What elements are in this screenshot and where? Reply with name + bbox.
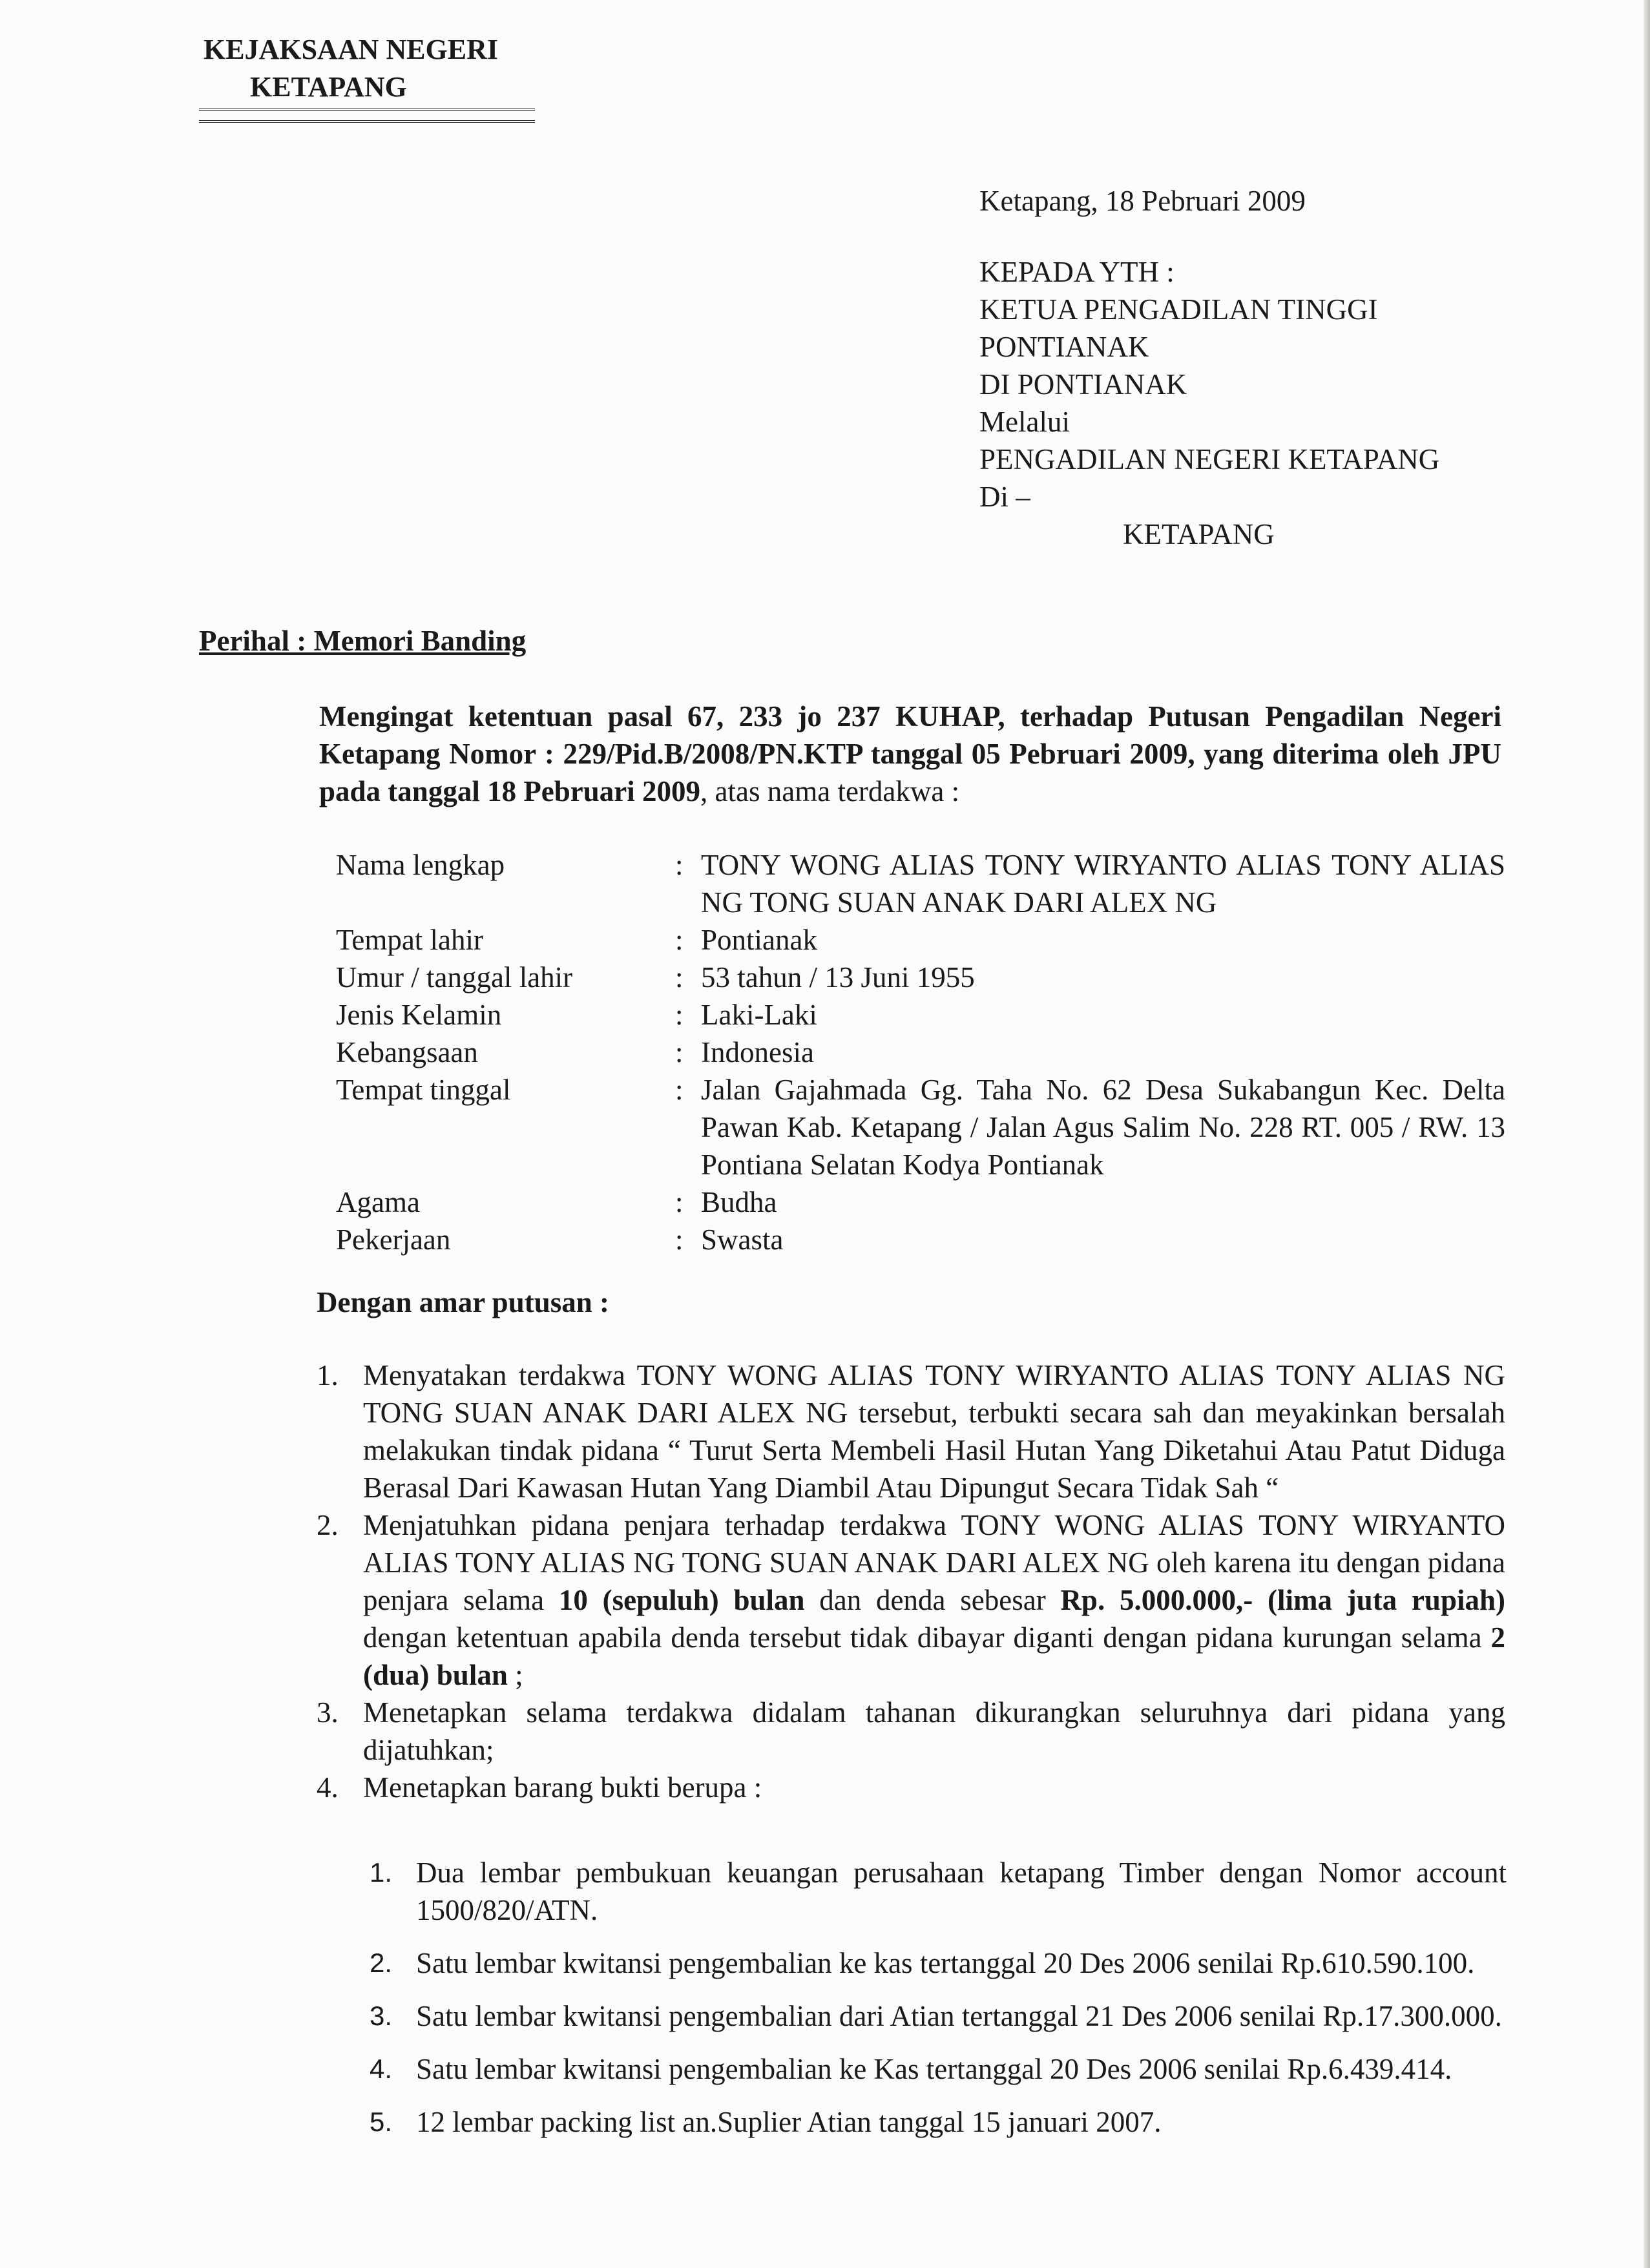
institution-line-2: KETAPANG	[250, 71, 407, 103]
identity-value: Indonesia	[701, 1036, 814, 1068]
address-line-4: DI PONTIANAK	[979, 368, 1187, 401]
identity-colon: :	[675, 924, 684, 956]
subject-line: Perihal : Memori Banding	[199, 625, 527, 657]
evidence-item	[370, 1997, 1507, 2035]
verdict-item	[317, 1506, 1505, 1694]
page-edge-shadow	[1644, 0, 1650, 2268]
address-line-1: KEPADA YTH :	[979, 256, 1175, 288]
identity-value: 53 tahun / 13 Juni 1955	[701, 961, 975, 994]
identity-label: Kebangsaan	[336, 1036, 478, 1068]
identity-label: Nama lengkap	[336, 849, 505, 881]
identity-row	[336, 996, 1505, 1034]
identity-row	[336, 1221, 1505, 1258]
intro-text-tail: , atas nama terdakwa :	[700, 775, 960, 807]
verdict-text: Menetapkan selama terdakwa didalam tahanan dikurangkan seluruhnya dari pidana yang dijatuhkan;	[363, 1696, 1505, 1766]
evidence-text: Satu lembar kwitansi pengembalian dari Atian tertanggal 21 Des 2006 senilai Rp.17.300.000.	[416, 2000, 1502, 2032]
identity-value: TONY WONG ALIAS TONY WIRYANTO ALIAS TONY ALIAS NG TONG SUAN ANAK DARI ALEX NG	[701, 849, 1505, 919]
identity-row	[336, 1034, 1505, 1071]
identity-colon: :	[675, 961, 684, 994]
identity-label: Jenis Kelamin	[336, 999, 502, 1031]
identity-colon: :	[675, 1074, 684, 1106]
header-double-rule	[199, 109, 535, 123]
address-line-3: PONTIANAK	[979, 331, 1149, 363]
verdict-item	[317, 1769, 1505, 1806]
identity-label: Umur / tanggal lahir	[336, 961, 573, 994]
identity-colon: :	[675, 1223, 684, 1256]
identity-value: Jalan Gajahmada Gg. Taha No. 62 Desa Sukabangun Kec. Delta Pawan Kab. Ketapang / Jalan Agus Salim No. 228 RT. 005 / RW. 13 Pontiana Selatan Kodya Pontianak	[701, 1074, 1505, 1181]
evidence-number: 2.	[370, 1948, 393, 1978]
evidence-text: Satu lembar kwitansi pengembalian ke Kas tertanggal 20 Des 2006 senilai Rp.6.439.414.	[416, 2053, 1452, 2085]
evidence-number: 1.	[370, 1857, 393, 1888]
evidence-number: 4.	[370, 2054, 393, 2084]
verdict-text-part: ;	[507, 1659, 523, 1691]
verdict-text	[363, 1506, 1505, 1694]
identity-value: Laki-Laki	[701, 999, 817, 1031]
identity-value: Pontianak	[701, 924, 817, 956]
evidence-list	[370, 1854, 1507, 2156]
institution-header	[204, 31, 498, 106]
verdict-heading: Dengan amar putusan :	[317, 1286, 610, 1318]
identity-label: Pekerjaan	[336, 1223, 451, 1256]
date-line: Ketapang, 18 Pebruari 2009	[979, 185, 1306, 217]
verdict-number: 3.	[317, 1696, 339, 1729]
evidence-text: Dua lembar pembukuan keuangan perusahaan ketapang Timber dengan Nomor account 1500/820/ATN.	[416, 1857, 1507, 1926]
verdict-number: 4.	[317, 1771, 339, 1804]
verdict-text: Menetapkan barang bukti berupa :	[363, 1771, 762, 1804]
verdict-text-part: Menjatuhkan pidana penjara terhadap terdakwa TONY WONG ALIAS TONY WIRYANTO ALIAS TONY ALIAS NG TONG SUAN ANAK DARI ALEX NG oleh karena itu dengan pidana penjara selama	[363, 1509, 1505, 1616]
institution-line-1: KEJAKSAAN NEGERI	[204, 34, 498, 65]
identity-colon: :	[675, 999, 684, 1031]
evidence-text: 12 lembar packing list an.Suplier Atian tanggal 15 januari 2007.	[416, 2106, 1162, 2138]
verdict-text: Menyatakan terdakwa TONY WONG ALIAS TONY WIRYANTO ALIAS TONY ALIAS NG TONG SUAN ANAK DARI ALEX NG tersebut, terbukti secara sah dan meyakinkan bersalah melakukan tindak pidana “ Turut Serta Membeli Hasil Hutan Yang Diketahui Atau Patut Diduga Berasal Dari Kawasan Hutan Yang Diambil Atau Dipungut Secara Tidak Sah “	[363, 1359, 1505, 1504]
verdict-item	[317, 1357, 1505, 1506]
evidence-number: 5.	[370, 2107, 393, 2137]
verdict-list	[317, 1357, 1505, 1806]
identity-row	[336, 1071, 1505, 1183]
identity-row	[336, 921, 1505, 959]
evidence-item	[370, 1854, 1507, 1929]
evidence-item	[370, 1944, 1507, 1982]
verdict-number: 2.	[317, 1509, 339, 1541]
intro-text-bold: Mengingat ketentuan pasal 67, 233 jo 237 KUHAP, terhadap Putusan Pengadilan Negeri Ketapang Nomor : 229/Pid.B/2008/PN.KTP tanggal 05 Pebruari 2009, yang diterima oleh JPU pada tanggal 18 Pebruari 2009	[319, 700, 1501, 807]
verdict-text-part: dan denda sebesar	[804, 1584, 1061, 1616]
identity-label: Tempat tinggal	[336, 1074, 511, 1106]
identity-value: Swasta	[701, 1223, 784, 1256]
identity-label: Tempat lahir	[336, 924, 484, 956]
identity-row	[336, 959, 1505, 996]
address-line-7: Di –	[979, 481, 1030, 513]
intro-paragraph	[319, 698, 1501, 810]
address-line-5: Melalui	[979, 406, 1070, 438]
recipient-address	[979, 253, 1439, 553]
address-line-2: KETUA PENGADILAN TINGGI	[979, 293, 1378, 326]
verdict-number: 1.	[317, 1359, 339, 1391]
identity-row	[336, 1183, 1505, 1221]
identity-colon: :	[675, 849, 684, 881]
identity-row	[336, 846, 1505, 921]
verdict-text-part: dengan ketentuan apabila denda tersebut tidak dibayar diganti dengan pidana kurungan selama	[363, 1621, 1491, 1654]
identity-value: Budha	[701, 1186, 777, 1218]
address-line-6: PENGADILAN NEGERI KETAPANG	[979, 443, 1440, 475]
detention-term: 2 (dua) bulan	[363, 1621, 1505, 1691]
identity-colon: :	[675, 1186, 684, 1218]
evidence-number: 3.	[370, 2001, 393, 2031]
fine-amount: Rp. 5.000.000,- (lima juta rupiah)	[1060, 1584, 1505, 1616]
evidence-item	[370, 2050, 1507, 2088]
identity-colon: :	[675, 1036, 684, 1068]
defendant-identity-table	[336, 846, 1505, 1258]
evidence-text: Satu lembar kwitansi pengembalian ke kas tertanggal 20 Des 2006 senilai Rp.610.590.100.	[416, 1947, 1475, 1979]
address-city: KETAPANG	[1123, 518, 1275, 550]
identity-label: Agama	[336, 1186, 420, 1218]
evidence-item	[370, 2103, 1507, 2141]
prison-term: 10 (sepuluh) bulan	[558, 1584, 805, 1616]
verdict-item	[317, 1694, 1505, 1769]
